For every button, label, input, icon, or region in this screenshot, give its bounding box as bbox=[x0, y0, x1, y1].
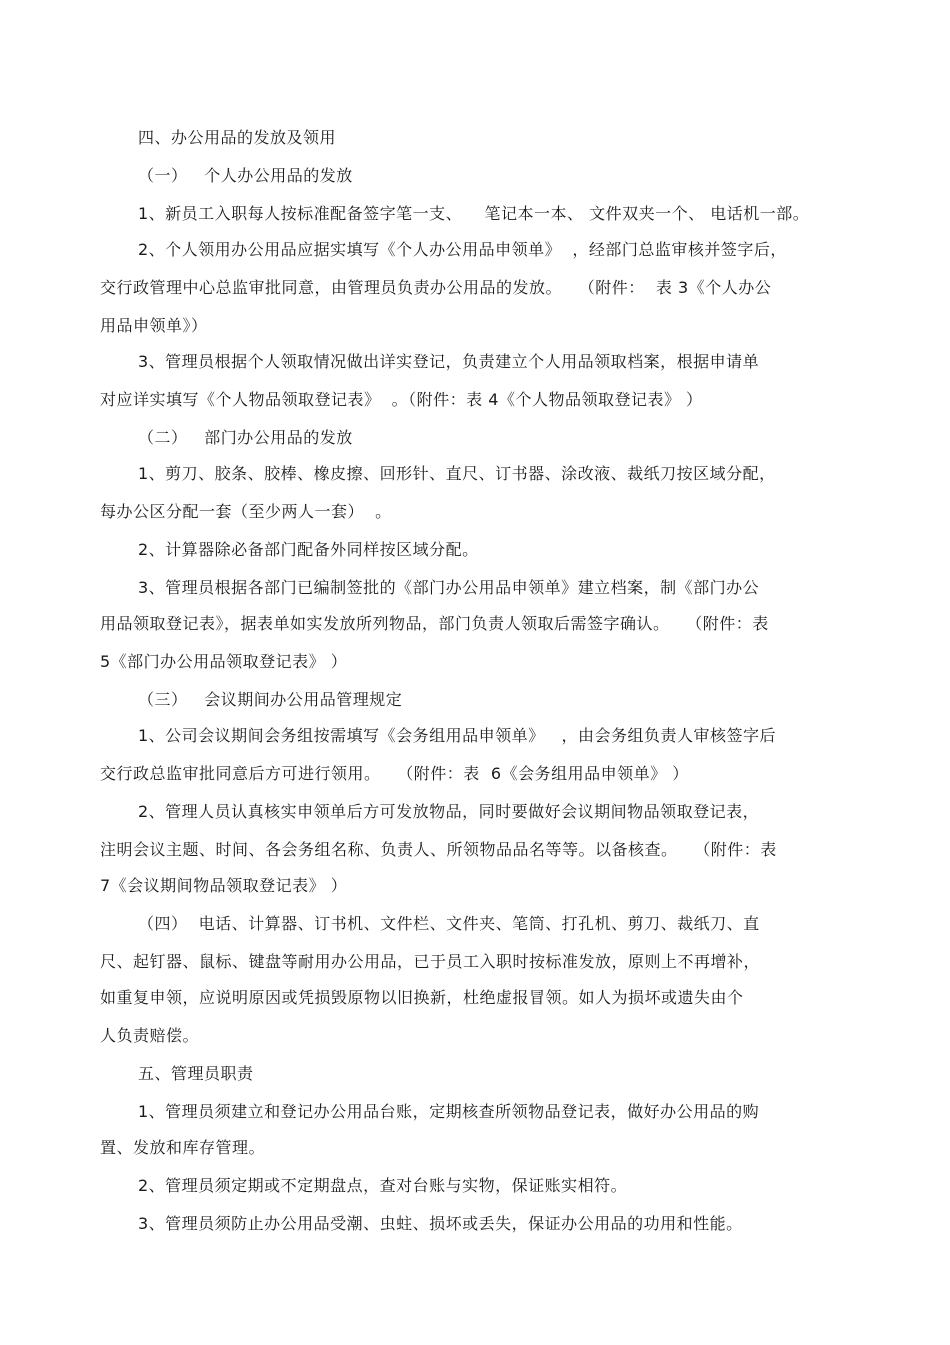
paragraph-line: 对应详实填写《个人物品领取登记表》 。（附件：表 4《个人物品领取登记表》 ） bbox=[100, 390, 703, 409]
section-heading: 四、办公用品的发放及领用 bbox=[138, 128, 337, 147]
paragraph-line: 每办公区分配一套（至少两人一套） 。 bbox=[100, 502, 392, 521]
paragraph-line: 人负责赔偿。 bbox=[100, 1026, 200, 1045]
paragraph-line: 2、管理员须定期或不定期盘点，查对台账与实物，保证账实相符。 bbox=[138, 1176, 628, 1195]
paragraph-line: 7《会议期间物品领取登记表》 ） bbox=[100, 876, 348, 895]
paragraph-line: 3、管理员根据各部门已编制签批的《部门办公用品申领单》建立档案，制《部门办公 bbox=[138, 578, 760, 597]
paragraph-line: 1、管理员须建立和登记办公用品台账，定期核查所领物品登记表，做好办公用品的购 bbox=[138, 1102, 760, 1121]
paragraph-line: 1、公司会议期间会务组按需填写《会务组用品申领单》 ，由会务组负责人审核签字后 bbox=[138, 726, 776, 745]
paragraph-line: （四） 电话、计算器、订书机、文件栏、文件夹、笔筒、打孔机、剪刀、裁纸刀、直 bbox=[138, 914, 760, 933]
paragraph-line: 2、计算器除必备部门配备外同样按区域分配。 bbox=[138, 540, 479, 559]
paragraph-line: 置、发放和库存管理。 bbox=[100, 1138, 266, 1157]
paragraph-line: 尺、起钉器、鼠标、键盘等耐用办公用品，已于员工入职时按标准发放，原则上不再增补， bbox=[100, 952, 761, 971]
paragraph-line: 注明会议主题、时间、各会务组名称、负责人、所领物品品名等等。以备核查。 （附件：表 bbox=[100, 840, 777, 859]
paragraph-line: 5《部门办公用品领取登记表》 ） bbox=[100, 652, 348, 671]
paragraph-line: 1、剪刀、胶条、胶棒、橡皮擦、回形针、直尺、订书器、涂改液、裁纸刀按区域分配， bbox=[138, 464, 776, 483]
section-heading: 五、管理员职责 bbox=[138, 1064, 254, 1083]
subsection-heading: （一） 个人办公用品的发放 bbox=[138, 166, 353, 185]
subsection-heading: （二） 部门办公用品的发放 bbox=[138, 428, 353, 447]
paragraph-line: 1、新员工入职每人按标准配备签字笔一支、 笔记本一本、 文件双夹一个、 电话机一部。 bbox=[138, 204, 810, 223]
paragraph-line: 2、管理人员认真核实申领单后方可发放物品，同时要做好会议期间物品领取登记表， bbox=[138, 802, 760, 821]
paragraph-line: 如重复申领，应说明原因或凭损毁原物以旧换新，杜绝虚报冒领。如人为损坏或遗失由个 bbox=[100, 988, 744, 1007]
paragraph-line: 交行政总监审批同意后方可进行领用。 （附件：表 6《会务组用品申领单》 ） bbox=[100, 764, 689, 783]
paragraph-line: 用品申领单》） bbox=[100, 316, 208, 335]
paragraph-line: 用品领取登记表》，据表单如实发放所列物品，部门负责人领取后需签字确认。 （附件：表 bbox=[100, 614, 769, 633]
subsection-heading: （三） 会议期间办公用品管理规定 bbox=[138, 690, 403, 709]
paragraph-line: 2、个人领用办公用品应据实填写《个人办公用品申领单》 ，经部门总监审核并签字后， bbox=[138, 240, 787, 259]
paragraph-line: 3、管理员须防止办公用品受潮、虫蛀、损坏或丢失，保证办公用品的功用和性能。 bbox=[138, 1214, 743, 1233]
paragraph-line: 3、管理员根据个人领取情况做出详实登记，负责建立个人用品领取档案，根据申请单 bbox=[138, 352, 760, 371]
paragraph-line: 交行政管理中心总监审批同意，由管理员负责办公用品的发放。 （附件： 表 3《个人办公 bbox=[100, 278, 772, 297]
